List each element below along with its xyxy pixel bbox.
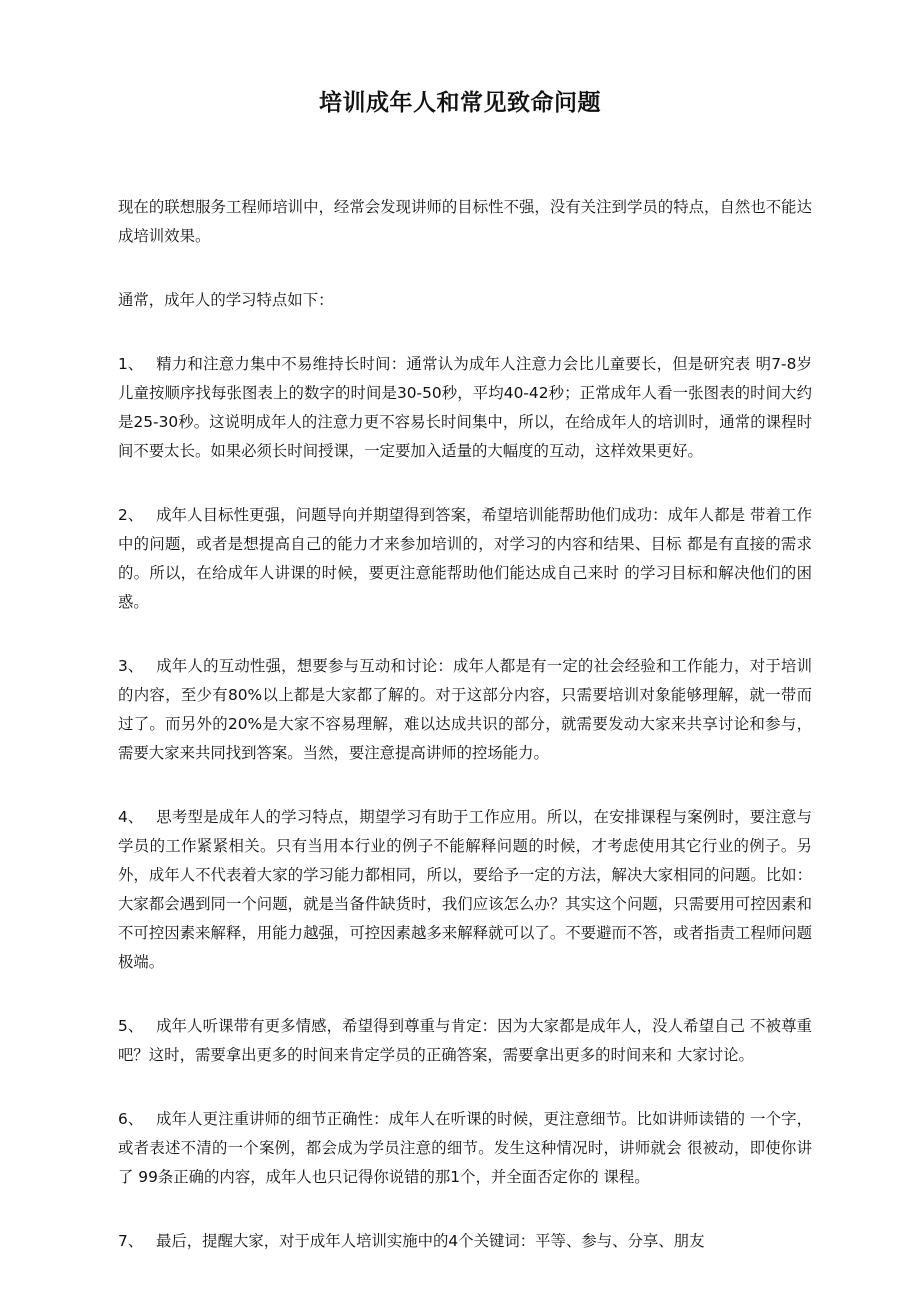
lead-paragraph: 通常，成年人的学习特点如下： [118, 291, 334, 309]
item-text: 成年人目标性更强，问题导向并期望得到答案，希望培训能帮助他们成功：成年人都是 带着工作中的问题，或者是想提高自己的能力才来参加培训的，对学习的内容和结果、目标 都是有直接的需求的。所以，在给成年人讲课的时候，要更注意能帮助他们能达成自己来时 的学习目标和解决他们的困惑。 [118, 506, 812, 611]
item-number: 4、 [118, 808, 144, 826]
intro-paragraph: 现在的联想服务工程师培训中，经常会发现讲师的目标性不强，没有关注到学员的特点，自然也不能达成培训效果。 [118, 198, 812, 245]
list-item-2 [118, 501, 812, 617]
list-item-5 [118, 1012, 812, 1070]
item-number: 1、 [118, 355, 144, 373]
item-text: 思考型是成年人的学习特点，期望学习有助于工作应用。所以，在安排课程与案例时，要注意与学员的工作紧紧相关。只有当用本行业的例子不能解释问题的时候，才考虑使用其它行业的例子。另外，成年人不代表着大家的学习能力都相同，所以，要给予一定的方法，解决大家相同的问题。比如：大家都会遇到同一个问题，就是当备件缺货时，我们应该怎么办？其实这个问题，只需要用可控因素和不可控因素来解释，用能力越强，可控因素越多来解释就可以了。不要避而不答，或者指责工程师问题极端。 [118, 808, 812, 971]
page-title: 培训成年人和常见致命问题 [319, 90, 601, 116]
list-item-1 [118, 350, 812, 466]
item-number: 7、 [118, 1232, 144, 1250]
list-item-4 [118, 803, 812, 977]
item-text: 成年人的互动性强，想要参与互动和讨论：成年人都是有一定的社会经验和工作能力，对于培训的内容，至少有80%以上都是大家都了解的。对于这部分内容，只需要培训对象能够理解，就一带而过了。而另外的20%是大家不容易理解，难以达成共识的部分，就需要发动大家来共享讨论和参与，需要大家来共同找到答案。当然，要注意提高讲师的控场能力。 [118, 657, 812, 762]
list-item-7 [118, 1227, 812, 1256]
item-number: 5、 [118, 1017, 144, 1035]
item-number: 2、 [118, 506, 144, 524]
item-text: 成年人更注重讲师的细节正确性：成年人在听课的时候，更注意细节。比如讲师读错的 一个字，或者表述不清的一个案例，都会成为学员注意的细节。发生这种情况时，讲师就会 很被动，即使你讲了 99条正确的内容，成年人也只记得你说错的那1个，并全面否定你的 课程。 [118, 1110, 812, 1186]
item-number: 3、 [118, 657, 144, 675]
item-number: 6、 [118, 1110, 144, 1128]
item-text: 成年人听课带有更多情感，希望得到尊重与肯定：因为大家都是成年人，没人希望自己 不被尊重吧？这时，需要拿出更多的时间来肯定学员的正确答案，需要拿出更多的时间来和 大家讨论。 [118, 1017, 812, 1064]
list-item-6 [118, 1105, 812, 1192]
list-item-3 [118, 652, 812, 768]
item-text: 最后，提醒大家，对于成年人培训实施中的4个关键词：平等、参与、分享、朋友 [156, 1232, 705, 1250]
document-body [118, 193, 812, 1291]
item-text: 精力和注意力集中不易维持长时间：通常认为成年人注意力会比儿童要长，但是研究表 明7-8岁儿童按顺序找每张图表上的数字的时间是30-50秒，平均40-42秒；正常成年人看一张图表的时间大约是25-30秒。这说明成年人的注意力更不容易长时间集中，所以，在给成年人的培训时，通常的课程时间不要太长。如果必须长时间授课，一定要加入适量的大幅度的互动，这样效果更好。 [118, 355, 812, 460]
